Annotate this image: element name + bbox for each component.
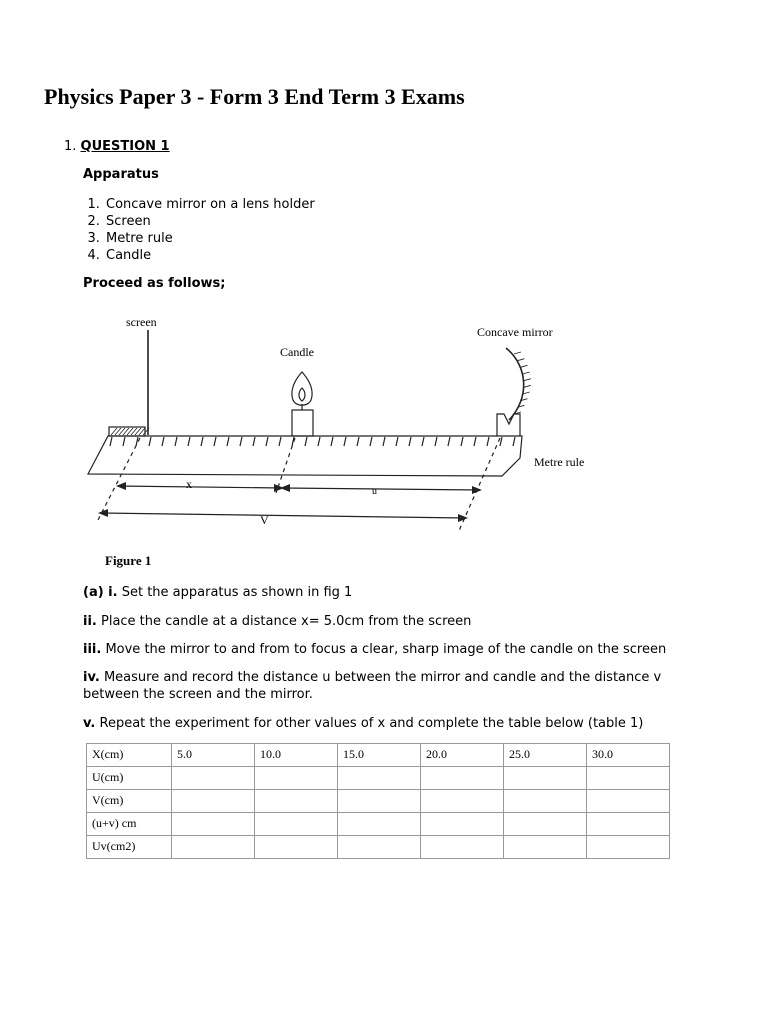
question-heading (64, 139, 170, 154)
step-iii: iii. Move the mirror to and from to focus a clear, sharp image of the candle on the screen (83, 642, 667, 657)
v-label: V (260, 513, 269, 527)
mirror-holder (497, 414, 520, 436)
screen-stand-hatch (111, 428, 149, 435)
candle-flame-inner (299, 388, 305, 401)
metre-rule-label: Metre rule (534, 455, 585, 469)
projection-lines (98, 438, 500, 533)
step-a-i: (a) i. Set the apparatus as shown in fig 1 (83, 585, 353, 600)
u-dimension-line (282, 488, 480, 490)
x-label: x (186, 477, 192, 491)
step-v: v. Repeat the experiment for other values of x and complete the table below (table 1) (83, 716, 644, 731)
apparatus-heading: Apparatus (83, 167, 159, 182)
table-row: Uv(cm2) (87, 836, 670, 859)
apparatus-list (83, 196, 315, 264)
metre-rule-shape (88, 436, 522, 476)
v-dimension-line (100, 513, 466, 518)
mirror-hatch (514, 352, 531, 414)
candle-label: Candle (280, 345, 314, 359)
step-iv: iv. Measure and record the distance u between the mirror and candle and the distance v between the screen and the mirror. (83, 670, 662, 702)
table-row: V(cm) (87, 790, 670, 813)
table-row: U(cm) (87, 767, 670, 790)
u-label: u (372, 486, 377, 497)
list-item: 4. Candle (104, 247, 315, 264)
proceed-heading: Proceed as follows; (83, 276, 226, 291)
screen-label: screen (126, 315, 157, 329)
list-item: 1. Concave mirror on a lens holder (104, 196, 315, 213)
figure-caption: Figure 1 (105, 553, 152, 568)
rule-ticks (110, 437, 515, 446)
list-item: 2. Screen (104, 213, 315, 230)
concave-mirror-curve (506, 348, 524, 420)
figure-1-diagram (80, 308, 620, 573)
step-ii: ii. Place the candle at a distance x= 5.0cm from the screen (83, 614, 472, 629)
question-number: 1. (64, 139, 77, 154)
table-row: X(cm) 5.0 10.0 15.0 20.0 25.0 30.0 (87, 744, 670, 767)
list-item: 3. Metre rule (104, 230, 315, 247)
results-table (86, 743, 670, 859)
candle-body (292, 410, 313, 436)
mirror-label: Concave mirror (477, 325, 553, 339)
x-dimension-line (118, 486, 282, 488)
table-row: (u+v) cm (87, 813, 670, 836)
page-title: Physics Paper 3 - Form 3 End Term 3 Exams (44, 84, 465, 109)
question-label: QUESTION 1 (80, 139, 170, 154)
